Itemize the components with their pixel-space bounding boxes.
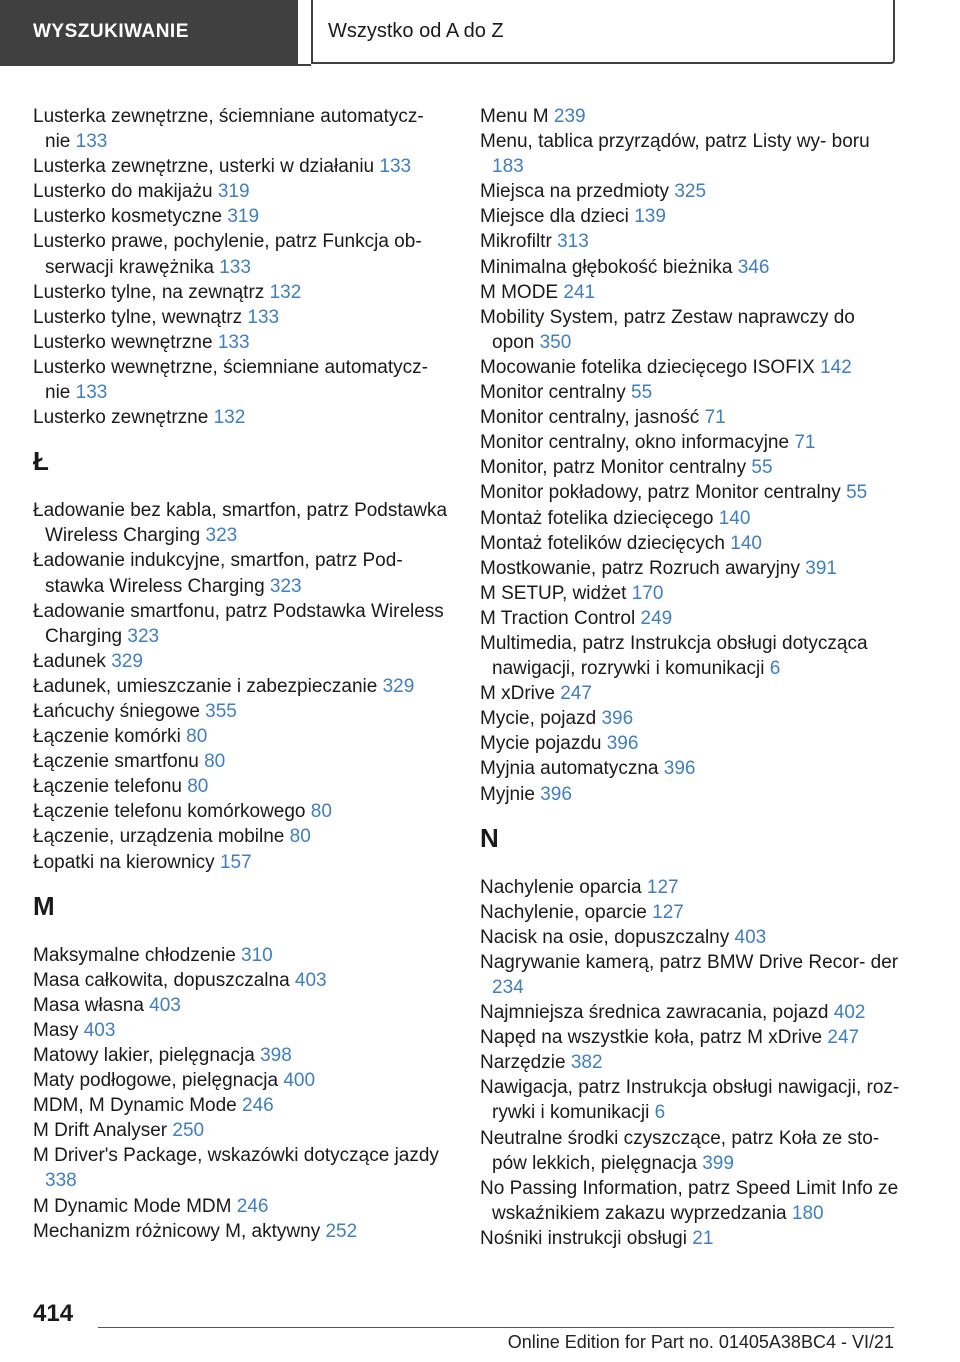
page-link[interactable]: 71	[794, 432, 816, 454]
index-entry-term: Łączenie smartfonu	[33, 751, 199, 773]
index-entry-term: Monitor centralny, jasność	[480, 407, 700, 429]
page-link[interactable]: 55	[751, 457, 773, 479]
topic-tab-label: Wszystko od A do Z	[328, 19, 504, 42]
page-link[interactable]: 133	[219, 256, 251, 278]
index-entry-term: MDM, M Dynamic Mode	[33, 1095, 237, 1117]
page-link[interactable]: 382	[570, 1052, 603, 1074]
index-entry	[480, 280, 900, 305]
index-entry	[480, 405, 900, 430]
index-entry	[480, 380, 900, 405]
page-link[interactable]: 142	[820, 356, 852, 378]
index-entry	[33, 355, 453, 405]
index-entry	[480, 556, 900, 581]
page-link[interactable]: 398	[260, 1045, 292, 1066]
page-link[interactable]: 249	[640, 607, 673, 629]
index-entry	[33, 968, 453, 993]
page-link[interactable]: 133	[247, 306, 280, 328]
page-link[interactable]: 246	[236, 1195, 269, 1217]
page-link[interactable]: 80	[310, 801, 332, 823]
index-entry	[480, 950, 900, 1000]
index-entry-term: Miejsca na przedmioty	[480, 181, 670, 203]
page-link[interactable]: 6	[769, 658, 781, 680]
index-entry-term: Lusterko prawe, pochylenie, patrz Funkcja ob‐ serwacji krawężnika	[33, 231, 422, 278]
index-entry-term: Montaż fotelików dziecięcych	[480, 532, 725, 554]
index-entry	[480, 179, 900, 204]
index-entry	[33, 724, 453, 749]
page-link[interactable]: 403	[734, 926, 767, 948]
index-entry-term: Maty podłogowe, pielęgnacja	[33, 1070, 279, 1092]
index-entry	[480, 731, 900, 756]
page-link[interactable]: 319	[227, 206, 260, 228]
page-link[interactable]: 396	[663, 758, 696, 780]
index-entry	[480, 255, 900, 280]
index-entry-term: Masa własna	[33, 994, 144, 1016]
page-link[interactable]: 80	[186, 726, 208, 748]
index-entry-term: Łopatki na kierownicy	[33, 851, 215, 873]
index-entry	[480, 606, 900, 631]
index-entry	[33, 699, 453, 724]
index-entry-term: Multimedia, patrz Instrukcja obsługi dotycząca nawigacji, rozrywki i komunikacji	[480, 632, 868, 680]
index-entry-term: Napęd na wszystkie koła, patrz M xDrive	[480, 1027, 823, 1049]
index-entry-term: Ładowanie bez kabla, smartfon, patrz Podstawka Wireless Charging	[33, 500, 448, 547]
page-link[interactable]: 80	[289, 826, 311, 848]
section-tab-label: WYSZUKIWANIE	[33, 21, 189, 42]
index-entry-term: Mostkowanie, patrz Rozruch awaryjny	[480, 557, 800, 579]
page-link[interactable]: 403	[294, 969, 327, 991]
index-entry	[33, 330, 453, 355]
index-entry-term: Myjnia automatyczna	[480, 758, 659, 780]
index-column-left	[33, 104, 453, 1244]
index-entry-term: Mobility System, patrz Zestaw naprawczy do opon	[480, 306, 855, 353]
index-entry-term: Masy	[33, 1019, 79, 1041]
page-link[interactable]: 139	[634, 206, 666, 228]
page-link[interactable]: 132	[269, 281, 302, 303]
index-entry	[480, 681, 900, 706]
index-entry-term: Łączenie, urządzenia mobilne	[33, 826, 285, 848]
index-entry-term: Łączenie telefonu	[33, 776, 182, 798]
index-entry-term: Menu M	[480, 106, 549, 127]
index-entry	[33, 154, 453, 179]
index-entry	[33, 1043, 453, 1068]
index-entry	[33, 599, 453, 649]
index-entry-term: Minimalna głębokość bieżnika	[480, 256, 733, 278]
index-entry-term: M xDrive	[480, 683, 555, 705]
index-entry-term: Lusterko tylne, na zewnątrz	[33, 281, 265, 303]
page-link[interactable]: 391	[805, 557, 837, 579]
page-link[interactable]: 157	[219, 851, 252, 873]
page-link[interactable]: 396	[606, 733, 639, 755]
page-link[interactable]: 241	[563, 281, 596, 303]
page-link[interactable]: 183	[492, 156, 524, 178]
page-link[interactable]: 323	[269, 575, 302, 597]
index-letter-heading: Ł	[33, 446, 49, 477]
index-entry	[480, 1075, 900, 1125]
index-entry	[480, 1176, 900, 1226]
index-entry-term: Ładunek	[33, 650, 106, 672]
index-entry-term: Lusterko do makijażu	[33, 181, 213, 203]
page-link[interactable]: 180	[791, 1202, 824, 1224]
page-header	[0, 0, 960, 66]
index-entry-term: Mocowanie fotelika dziecięcego ISOFIX	[480, 356, 815, 378]
page-number: 414	[33, 1300, 74, 1327]
page-link[interactable]: 21	[692, 1227, 714, 1249]
index-entry-term: Nagrywanie kamerą, patrz BMW Drive Recor‐ der	[480, 951, 899, 973]
index-entry	[33, 179, 453, 204]
page-link[interactable]: 133	[379, 156, 412, 178]
page-link[interactable]: 133	[75, 131, 108, 153]
index-entry-term: Ładowanie smartfonu, patrz Podstawka Wireless Charging	[33, 600, 444, 647]
index-entry-term: Menu, tablica przyrządów, patrz Listy wy‐ boru	[480, 131, 870, 153]
index-entry-term: Miejsce dla dzieci	[480, 206, 629, 228]
index-entry	[33, 229, 453, 279]
page-link[interactable]: 319	[217, 181, 250, 203]
index-entry	[33, 548, 453, 598]
index-entry-term: Neutralne środki czyszczące, patrz Koła ze sto‐ pów lekkich, pielęgnacja	[480, 1127, 880, 1174]
index-entry	[480, 129, 900, 179]
index-entry-term: Matowy lakier, pielęgnacja	[33, 1045, 255, 1066]
index-entry-term: Lusterko kosmetyczne	[33, 206, 223, 228]
index-entry	[33, 749, 453, 774]
page-link[interactable]: 80	[204, 751, 226, 773]
index-entry	[33, 1219, 453, 1244]
index-letter-heading: M	[33, 890, 55, 921]
page-link[interactable]: 247	[560, 683, 592, 705]
index-entry-term: Nachylenie oparcia	[480, 876, 642, 898]
index-entry	[33, 674, 453, 699]
index-entry-term: Monitor centralny	[480, 382, 626, 404]
index-entry-term: Monitor centralny, okno informacyjne	[480, 432, 790, 454]
index-entry	[480, 229, 900, 254]
index-entry	[33, 280, 453, 305]
header-rule	[0, 64, 311, 66]
page-link[interactable]: 403	[83, 1019, 116, 1041]
index-entry	[33, 405, 453, 430]
index-entry	[33, 1068, 453, 1093]
index-entry-term: Narzędzie	[480, 1052, 566, 1074]
index-entry	[33, 1143, 453, 1193]
index-entry-term: Mycie pojazdu	[480, 733, 602, 755]
index-entry	[480, 925, 900, 950]
page-link[interactable]: 403	[149, 994, 181, 1016]
page-link[interactable]: 250	[172, 1120, 205, 1142]
page-link[interactable]: 140	[718, 507, 751, 529]
index-entry	[33, 1118, 453, 1143]
index-entry	[480, 1226, 900, 1251]
index-entry	[33, 943, 453, 968]
page-link[interactable]: 6	[654, 1102, 666, 1124]
page-link[interactable]: 71	[704, 407, 726, 429]
page-link[interactable]: 396	[540, 783, 572, 805]
index-entry	[480, 305, 900, 355]
page-link[interactable]: 140	[730, 532, 762, 554]
index-entry	[33, 1093, 453, 1118]
page-link[interactable]: 323	[127, 625, 160, 647]
index-entry	[33, 104, 453, 154]
index-entry-term: M Dynamic Mode MDM	[33, 1195, 232, 1217]
index-entry-term: M Drift Analyser	[33, 1120, 168, 1142]
footer-rule	[98, 1327, 894, 1328]
index-entry	[480, 104, 900, 129]
page-link[interactable]: 80	[187, 776, 209, 798]
index-entry	[480, 355, 900, 380]
page-link[interactable]: 323	[205, 525, 238, 547]
index-entry	[480, 204, 900, 229]
index-entry-term: Mikrofiltr	[480, 231, 552, 253]
index-entry	[33, 204, 453, 229]
index-entry	[480, 455, 900, 480]
index-entry-term: Masa całkowita, dopuszczalna	[33, 969, 290, 991]
index-entry	[480, 1126, 900, 1176]
page-link[interactable]: 310	[241, 944, 273, 966]
page-link[interactable]: 246	[242, 1095, 274, 1117]
index-entry	[480, 875, 900, 900]
index-entry	[480, 581, 900, 606]
index-entry-term: No Passing Information, patrz Speed Limit Info ze wskaźnikiem zakazu wyprzedzania	[480, 1177, 899, 1224]
index-entry-term: M Driver's Package, wskazówki dotyczące jazdy	[33, 1145, 439, 1167]
page-link[interactable]: 127	[646, 876, 679, 898]
index-entry-term: Mycie, pojazd	[480, 708, 597, 730]
page-link[interactable]: 252	[325, 1220, 358, 1242]
page-link[interactable]: 396	[601, 708, 634, 730]
page-link[interactable]: 247	[827, 1027, 860, 1049]
index-entry-term: Ładowanie indukcyjne, smartfon, patrz Pod‐ stawka Wireless Charging	[33, 550, 403, 597]
index-entry	[480, 480, 900, 505]
index-entry-term: Myjnie	[480, 783, 535, 805]
index-entry-term: Montaż fotelika dziecięcego	[480, 507, 714, 529]
page-link[interactable]: 400	[283, 1070, 316, 1092]
index-entry	[480, 706, 900, 731]
index-entry-term: Nachylenie, oparcie	[480, 901, 647, 923]
index-entry	[33, 1018, 453, 1043]
index-entry	[480, 1025, 900, 1050]
page-link[interactable]: 239	[553, 106, 586, 127]
index-entry-term: Nośniki instrukcji obsługi	[480, 1227, 687, 1249]
index-entry-term: M SETUP, widżet	[480, 582, 627, 604]
index-entry-term: Lusterko zewnętrzne	[33, 407, 209, 429]
index-entry-term: M Traction Control	[480, 607, 636, 629]
page-link[interactable]: 338	[45, 1170, 77, 1192]
index-entry	[480, 506, 900, 531]
page-link[interactable]: 127	[652, 901, 684, 923]
page-link[interactable]: 313	[557, 231, 589, 253]
index-entry-term: Mechanizm różnicowy M, aktywny	[33, 1220, 321, 1242]
page-link[interactable]: 133	[217, 331, 250, 353]
index-entry	[33, 799, 453, 824]
index-entry	[33, 1194, 453, 1219]
index-entry-term: Łańcuchy śniegowe	[33, 700, 200, 722]
index-entry-term: Najmniejsza średnica zawracania, pojazd	[480, 1002, 829, 1024]
page-link[interactable]: 55	[846, 482, 868, 504]
index-entry	[33, 850, 453, 875]
index-entry-term: Monitor pokładowy, patrz Monitor centralny	[480, 482, 841, 504]
index-column-right	[480, 104, 900, 1251]
page-link[interactable]: 402	[833, 1002, 866, 1024]
page-link[interactable]: 350	[539, 331, 572, 353]
page-link[interactable]: 132	[213, 407, 246, 429]
page-link[interactable]: 234	[492, 977, 524, 998]
index-entry	[480, 756, 900, 781]
index-entry	[33, 824, 453, 849]
edition-info: Online Edition for Part no. 01405A38BC4 - VI/21	[507, 1332, 894, 1352]
index-entry	[480, 900, 900, 925]
index-letter-heading: N	[480, 822, 499, 853]
index-entry-term: M MODE	[480, 281, 559, 303]
index-entry	[33, 498, 453, 548]
index-entry	[33, 305, 453, 330]
index-entry	[480, 430, 900, 455]
page-link[interactable]: 55	[631, 382, 653, 404]
page-link[interactable]: 329	[111, 650, 143, 672]
page-link[interactable]: 355	[205, 700, 237, 722]
page-link[interactable]: 329	[382, 675, 415, 697]
index-entry-term: Lusterko wewnętrzne	[33, 331, 213, 353]
page-link[interactable]: 325	[674, 181, 707, 203]
page-link[interactable]: 399	[702, 1152, 734, 1174]
page-link[interactable]: 170	[631, 582, 664, 604]
index-entry	[33, 649, 453, 674]
page-link[interactable]: 133	[75, 382, 108, 404]
index-entry	[480, 1000, 900, 1025]
index-entry-term: Monitor, patrz Monitor centralny	[480, 457, 747, 479]
index-entry-term: Lusterka zewnętrzne, ściemniane automatycz‐ nie	[33, 106, 424, 153]
index-entry-term: Łączenie telefonu komórkowego	[33, 801, 306, 823]
index-entry-term: Lusterko wewnętrzne, ściemniane automatycz‐ nie	[33, 356, 428, 404]
index-entry-term: Łączenie komórki	[33, 726, 181, 748]
index-entry	[33, 993, 453, 1018]
index-entry	[480, 631, 900, 681]
index-entry	[480, 1050, 900, 1075]
index-entry-term: Maksymalne chłodzenie	[33, 944, 236, 966]
index-entry	[480, 782, 900, 807]
section-tab[interactable]	[0, 0, 298, 64]
index-entry-term: Nacisk na osie, dopuszczalny	[480, 926, 730, 948]
index-entry-term: Ładunek, umieszczanie i zabezpieczanie	[33, 675, 378, 697]
page-link[interactable]: 346	[737, 256, 770, 278]
index-entry	[480, 531, 900, 556]
index-entry-term: Nawigacja, patrz Instrukcja obsługi nawigacji, roz‐ rywki i komunikacji	[480, 1077, 900, 1124]
index-entry-term: Lusterko tylne, wewnątrz	[33, 306, 243, 328]
topic-tab[interactable]	[311, 0, 895, 64]
index-entry-term: Lusterka zewnętrzne, usterki w działaniu	[33, 156, 375, 178]
index-entry	[33, 774, 453, 799]
